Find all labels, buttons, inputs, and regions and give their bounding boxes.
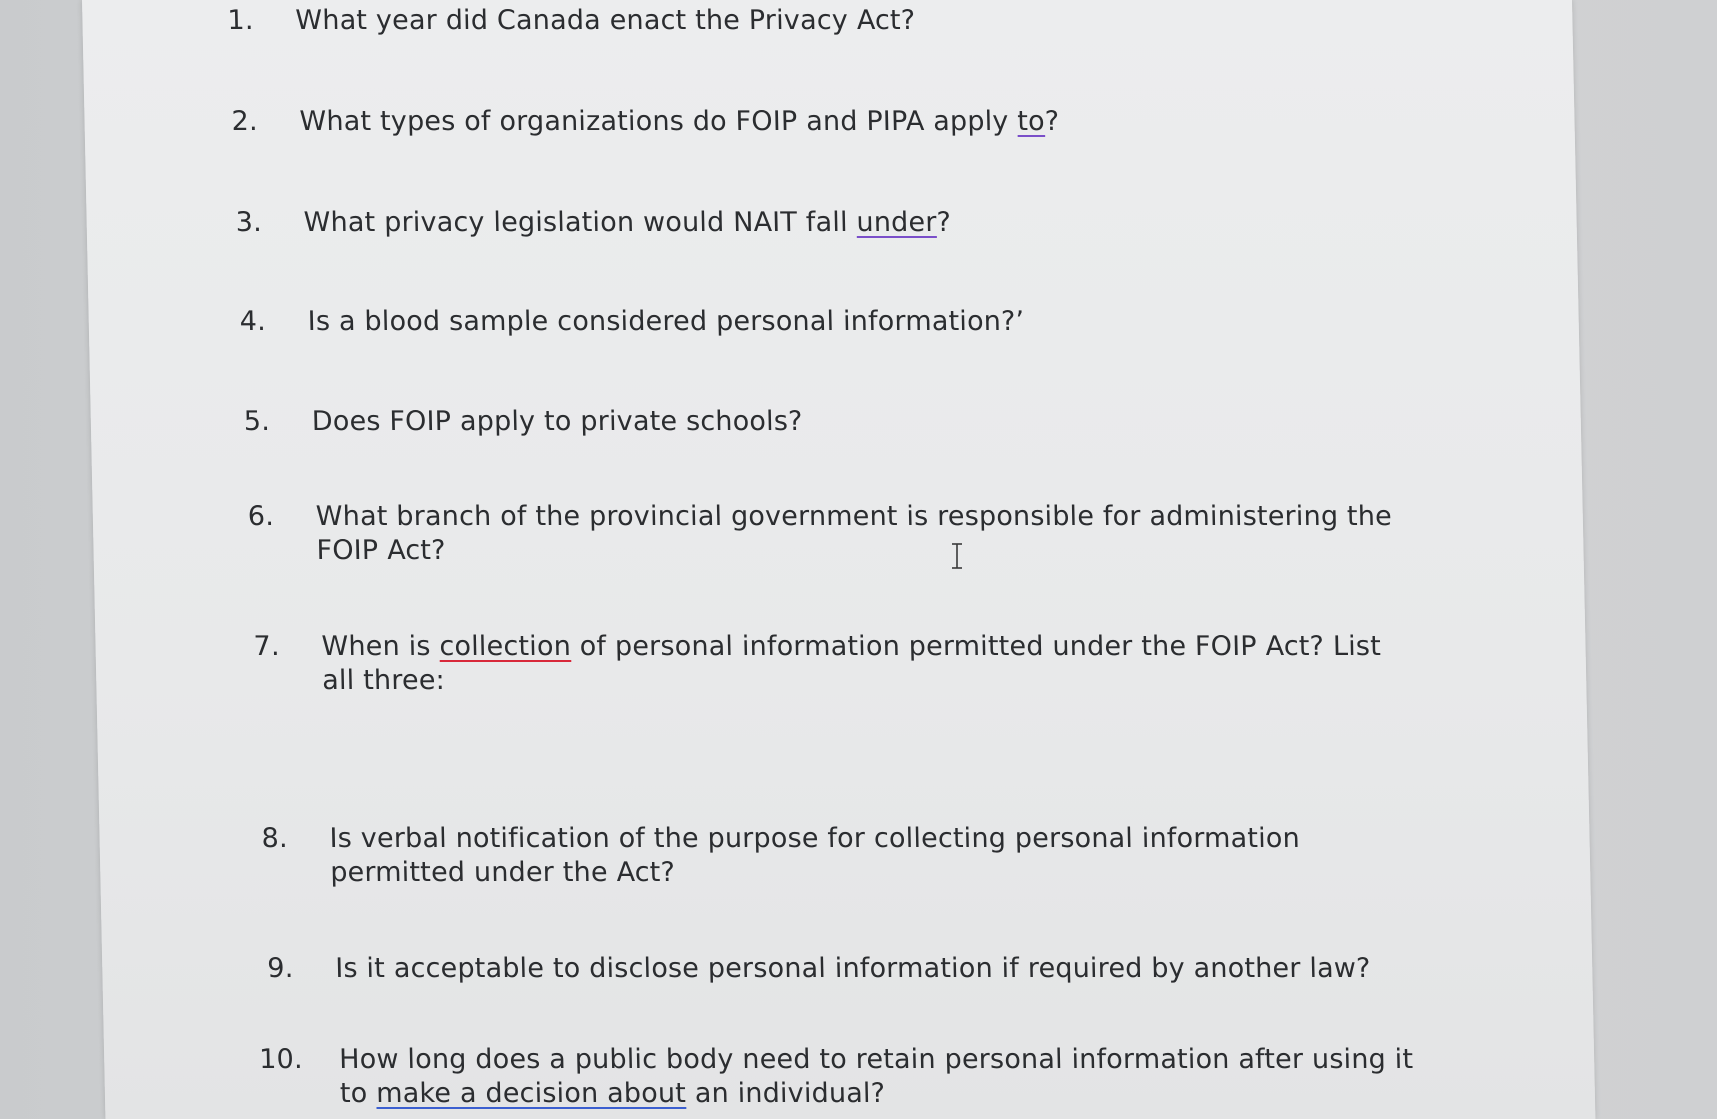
question-text: Does FOIP apply to private schools?	[311, 406, 803, 437]
question-text: What types of organizations do FOIP and PIPA apply to?	[299, 106, 1060, 137]
spelling-underline[interactable]: collection	[439, 631, 572, 662]
question-number: 2.	[231, 106, 259, 137]
document-page[interactable]	[82, 0, 1595, 1119]
grammar-underline[interactable]: to	[1017, 106, 1046, 137]
question-text: Is a blood sample considered personal information?’	[307, 306, 1025, 337]
question-text: How long does a public body need to retain personal information after using it to make a decision about an individual?	[338, 1044, 1414, 1109]
question-number: 5.	[243, 406, 271, 437]
style-underline[interactable]: make a decision about	[375, 1078, 687, 1109]
question-text: What branch of the provincial government is responsible for administering the FOIP Act?	[315, 501, 1393, 566]
question-number: 8.	[261, 823, 289, 854]
question-number: 6.	[247, 501, 275, 532]
question-text: Is it acceptable to disclose personal information if required by another law?	[334, 953, 1371, 984]
question-text: What privacy legislation would NAIT fall under?	[303, 207, 952, 238]
question-text: What year did Canada enact the Privacy Act?	[295, 5, 916, 36]
question-number: 10.	[258, 1044, 304, 1075]
question-number: 4.	[239, 306, 267, 337]
question-number: 9.	[266, 953, 294, 984]
question-text: Is verbal notification of the purpose for collecting personal information permitted under the Act?	[329, 823, 1301, 888]
question-number: 1.	[227, 5, 254, 36]
grammar-underline[interactable]: under	[856, 207, 937, 238]
question-number: 3.	[235, 207, 263, 238]
question-text: When is collection of personal information permitted under the FOIP Act? List all three:	[321, 631, 1382, 696]
text-cursor-icon	[950, 543, 964, 569]
question-number: 7.	[253, 631, 281, 662]
